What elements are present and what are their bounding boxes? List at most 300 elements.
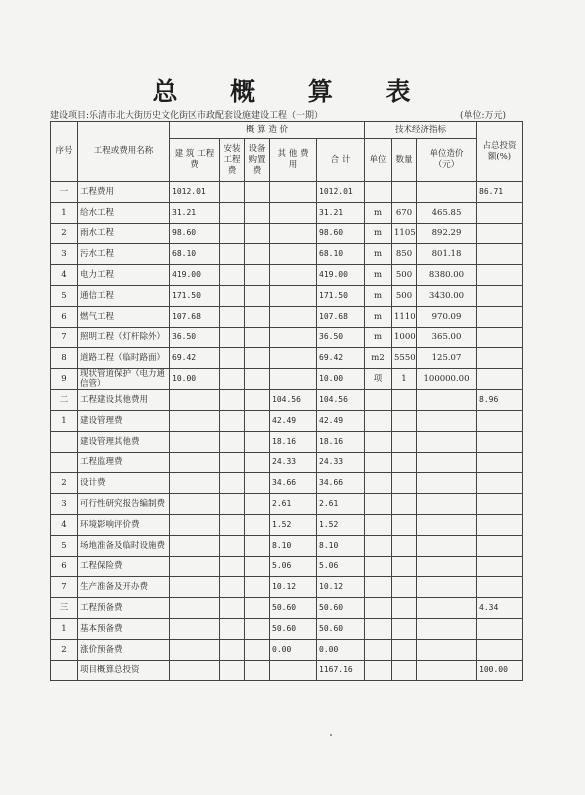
row-total: 18.16 [317,431,365,452]
row-other [270,306,317,327]
row-share [477,473,523,494]
row-unit [365,452,392,473]
row-seq: 7 [51,577,78,598]
row-unit-price: 3430.00 [417,285,477,306]
row-quantity [392,598,417,619]
header-group-tech: 技术经济指标 [365,122,477,139]
row-share [477,556,523,577]
header-construction: 建 筑 工程费 [170,139,220,182]
row-unit-price: 125.07 [417,348,477,369]
row-total: 2.61 [317,494,365,515]
row-construction [170,618,220,639]
row-share [477,494,523,515]
row-name: 建设管理其他费 [78,431,170,452]
row-unit-price [417,618,477,639]
row-name: 工程预备费 [78,598,170,619]
row-unit: m [365,306,392,327]
row-other: 18.16 [270,431,317,452]
row-seq: 1 [51,202,78,223]
row-unit-price [417,598,477,619]
row-equipment [245,660,270,681]
row-other [270,265,317,286]
row-construction: 107.68 [170,306,220,327]
row-install [220,556,245,577]
row-unit [365,410,392,431]
row-unit-price [417,639,477,660]
table-row [51,618,523,639]
row-total: 36.50 [317,327,365,348]
row-share: 86.71 [477,182,523,203]
row-install [220,390,245,411]
row-share [477,410,523,431]
row-seq: 4 [51,514,78,535]
row-total: 104.56 [317,390,365,411]
row-construction: 68.10 [170,244,220,265]
row-equipment [245,202,270,223]
row-name: 通信工程 [78,285,170,306]
row-equipment [245,265,270,286]
row-unit [365,494,392,515]
row-unit [365,598,392,619]
row-unit-price: 892.29 [417,223,477,244]
row-quantity: 500 [392,265,417,286]
row-seq: 1 [51,410,78,431]
row-seq: 8 [51,348,78,369]
row-unit [365,556,392,577]
row-unit-price: 100000.00 [417,369,477,390]
row-share: 4.34 [477,598,523,619]
row-quantity: 850 [392,244,417,265]
row-unit-price [417,494,477,515]
row-quantity: 1000 [392,327,417,348]
header-unit: 单位 [365,139,392,182]
row-total: 1.52 [317,514,365,535]
row-equipment [245,285,270,306]
table-row [51,410,523,431]
row-name: 给水工程 [78,202,170,223]
row-quantity [392,556,417,577]
row-equipment [245,577,270,598]
row-unit [365,514,392,535]
row-unit-price: 465.85 [417,202,477,223]
row-name: 电力工程 [78,265,170,286]
row-construction [170,494,220,515]
row-name: 可行性研究报告编制费 [78,494,170,515]
row-equipment [245,182,270,203]
row-install [220,348,245,369]
row-equipment [245,431,270,452]
row-share [477,431,523,452]
row-total: 1012.01 [317,182,365,203]
row-other: 104.56 [270,390,317,411]
row-name: 建设管理费 [78,410,170,431]
row-unit [365,535,392,556]
header-seq: 序号 [51,122,78,182]
row-equipment [245,494,270,515]
row-quantity [392,494,417,515]
row-unit [365,618,392,639]
row-unit-price [417,410,477,431]
row-total: 34.66 [317,473,365,494]
table-row [51,348,523,369]
table-row [51,660,523,681]
header-install: 安装工程费 [220,139,245,182]
row-other: 1.52 [270,514,317,535]
row-unit [365,660,392,681]
row-unit: m [365,327,392,348]
row-seq: 6 [51,306,78,327]
row-unit: m [365,223,392,244]
table-row [51,514,523,535]
row-name: 照明工程（灯杆除外） [78,327,170,348]
row-seq: 6 [51,556,78,577]
table-row [51,182,523,203]
row-share: 100.00 [477,660,523,681]
row-quantity [392,473,417,494]
row-other: 8.10 [270,535,317,556]
header-share: 占总投资额(%) [477,122,523,182]
row-construction: 1012.01 [170,182,220,203]
row-other [270,223,317,244]
row-name: 设计费 [78,473,170,494]
row-total: 68.10 [317,244,365,265]
row-name: 环境影响评价费 [78,514,170,535]
row-quantity [392,182,417,203]
row-total: 42.49 [317,410,365,431]
row-construction [170,577,220,598]
row-install [220,598,245,619]
row-total: 5.06 [317,556,365,577]
row-construction [170,514,220,535]
row-quantity: 5550 [392,348,417,369]
header-group-cost: 概 算 造 价 [170,122,365,139]
row-unit-price [417,514,477,535]
row-quantity [392,390,417,411]
row-install [220,618,245,639]
row-unit-price: 8380.00 [417,265,477,286]
row-install [220,577,245,598]
row-unit: m [365,244,392,265]
row-construction: 36.50 [170,327,220,348]
row-name: 工程费用 [78,182,170,203]
row-equipment [245,618,270,639]
table-row [51,556,523,577]
row-install [220,265,245,286]
row-other [270,285,317,306]
row-quantity: 670 [392,202,417,223]
row-share [477,618,523,639]
row-construction [170,390,220,411]
table-row [51,494,523,515]
row-install [220,285,245,306]
row-total: 8.10 [317,535,365,556]
row-equipment [245,390,270,411]
row-equipment [245,556,270,577]
table-row [51,390,523,411]
row-unit: m2 [365,348,392,369]
row-unit-price: 801.18 [417,244,477,265]
row-quantity [392,514,417,535]
row-other: 2.61 [270,494,317,515]
row-seq: 9 [51,369,78,390]
header-total: 合 计 [317,139,365,182]
header-name: 工程或费用名称 [78,122,170,182]
row-unit-price [417,473,477,494]
row-other: 50.60 [270,618,317,639]
row-share [477,265,523,286]
row-other [270,660,317,681]
row-share [477,577,523,598]
table-row [51,285,523,306]
table-row [51,265,523,286]
row-share [477,369,523,390]
row-total: 1167.16 [317,660,365,681]
row-other [270,244,317,265]
row-seq: 4 [51,265,78,286]
row-unit [365,182,392,203]
row-unit-price [417,535,477,556]
row-share [477,348,523,369]
row-unit: m [365,265,392,286]
row-unit-price [417,182,477,203]
row-construction [170,410,220,431]
row-share [477,639,523,660]
table-row [51,598,523,619]
row-quantity [392,431,417,452]
row-quantity [392,577,417,598]
row-seq: 3 [51,494,78,515]
row-install [220,494,245,515]
row-install [220,473,245,494]
row-total: 69.42 [317,348,365,369]
row-total: 98.60 [317,223,365,244]
row-share [477,223,523,244]
row-install [220,410,245,431]
row-unit-price [417,431,477,452]
row-equipment [245,244,270,265]
row-equipment [245,452,270,473]
row-other: 5.06 [270,556,317,577]
table-row [51,223,523,244]
row-install [220,182,245,203]
row-install [220,327,245,348]
header-quantity: 数量 [392,139,417,182]
row-construction [170,473,220,494]
document-title: 总 概 算 表 [152,77,433,106]
row-share: 8.96 [477,390,523,411]
table-row [51,369,523,390]
row-name: 项目概算总投资 [78,660,170,681]
row-total: 10.12 [317,577,365,598]
row-name: 工程建设其他费用 [78,390,170,411]
row-equipment [245,369,270,390]
table-row [51,577,523,598]
row-other: 42.49 [270,410,317,431]
row-total: 50.60 [317,598,365,619]
row-seq: 一 [51,182,78,203]
row-name: 污水工程 [78,244,170,265]
row-unit-price: 970.09 [417,306,477,327]
row-construction [170,452,220,473]
row-other: 34.66 [270,473,317,494]
row-seq: 2 [51,473,78,494]
row-share [477,514,523,535]
row-construction: 171.50 [170,285,220,306]
row-unit-price: 365.00 [417,327,477,348]
row-unit-price [417,577,477,598]
row-name: 生产准备及开办费 [78,577,170,598]
row-unit [365,473,392,494]
row-total: 419.00 [317,265,365,286]
row-equipment [245,327,270,348]
row-install [220,306,245,327]
row-quantity [392,639,417,660]
row-equipment [245,410,270,431]
row-share [477,306,523,327]
row-quantity [392,452,417,473]
row-equipment [245,598,270,619]
row-other: 10.12 [270,577,317,598]
unit-note: (单位:万元) [460,111,507,121]
row-other [270,369,317,390]
row-seq: 三 [51,598,78,619]
table-row [51,535,523,556]
row-install [220,223,245,244]
row-construction: 31.21 [170,202,220,223]
project-name: 建设项目:乐清市北大街历史文化街区市政配套设施建设工程（一期） [50,111,324,121]
row-install [220,431,245,452]
scan-speck [330,734,332,736]
row-seq [51,660,78,681]
row-share [477,202,523,223]
row-total: 107.68 [317,306,365,327]
row-construction [170,598,220,619]
row-equipment [245,348,270,369]
row-share [477,244,523,265]
row-unit [365,639,392,660]
row-install [220,369,245,390]
row-other: 0.00 [270,639,317,660]
row-other: 50.60 [270,598,317,619]
row-seq: 2 [51,223,78,244]
row-unit-price [417,390,477,411]
row-seq [51,452,78,473]
row-other [270,327,317,348]
row-seq: 二 [51,390,78,411]
row-unit [365,577,392,598]
row-construction [170,556,220,577]
row-share [477,327,523,348]
row-install [220,202,245,223]
table-row [51,452,523,473]
header-other: 其 他 费 用 [270,139,317,182]
row-install [220,535,245,556]
row-unit [365,431,392,452]
row-unit: m [365,285,392,306]
row-name: 基本预备费 [78,618,170,639]
row-construction [170,639,220,660]
table-row [51,431,523,452]
row-other: 24.33 [270,452,317,473]
row-quantity: 1105 [392,223,417,244]
row-name: 现状管道保护（电力通信管） [78,369,170,390]
row-install [220,660,245,681]
row-quantity: 500 [392,285,417,306]
header-unit-price: 单位造价（元） [417,139,477,182]
row-equipment [245,306,270,327]
row-share [477,285,523,306]
row-seq [51,431,78,452]
table-row [51,202,523,223]
row-equipment [245,639,270,660]
row-name: 工程保险费 [78,556,170,577]
row-construction [170,535,220,556]
row-unit-price [417,452,477,473]
table-body [51,182,523,681]
row-construction [170,660,220,681]
row-quantity [392,535,417,556]
row-install [220,244,245,265]
row-total: 171.50 [317,285,365,306]
row-seq: 7 [51,327,78,348]
row-seq: 3 [51,244,78,265]
row-name: 场地准备及临时设施费 [78,535,170,556]
row-construction: 10.00 [170,369,220,390]
table-row [51,473,523,494]
row-equipment [245,223,270,244]
row-seq: 1 [51,618,78,639]
table-row [51,639,523,660]
row-seq: 2 [51,639,78,660]
row-total: 0.00 [317,639,365,660]
row-install [220,514,245,535]
row-construction: 419.00 [170,265,220,286]
row-construction: 69.42 [170,348,220,369]
row-name: 雨水工程 [78,223,170,244]
row-unit-price [417,556,477,577]
row-unit [365,390,392,411]
row-unit-price [417,660,477,681]
row-name: 工程监理费 [78,452,170,473]
row-quantity: 1 [392,369,417,390]
row-construction [170,431,220,452]
row-equipment [245,535,270,556]
row-total: 50.60 [317,618,365,639]
row-quantity: 1110 [392,306,417,327]
row-name: 道路工程（临时路面） [78,348,170,369]
row-seq: 5 [51,285,78,306]
table-row [51,306,523,327]
row-total: 24.33 [317,452,365,473]
row-total: 10.00 [317,369,365,390]
row-seq: 5 [51,535,78,556]
row-construction: 98.60 [170,223,220,244]
row-install [220,452,245,473]
row-quantity [392,660,417,681]
row-unit: 项 [365,369,392,390]
row-other [270,182,317,203]
table-row [51,327,523,348]
table-row [51,244,523,265]
header-equipment: 设备购置费 [245,139,270,182]
row-share [477,452,523,473]
budget-table [50,121,523,681]
row-name: 燃气工程 [78,306,170,327]
row-quantity [392,618,417,639]
row-unit: m [365,202,392,223]
row-equipment [245,514,270,535]
row-other [270,202,317,223]
